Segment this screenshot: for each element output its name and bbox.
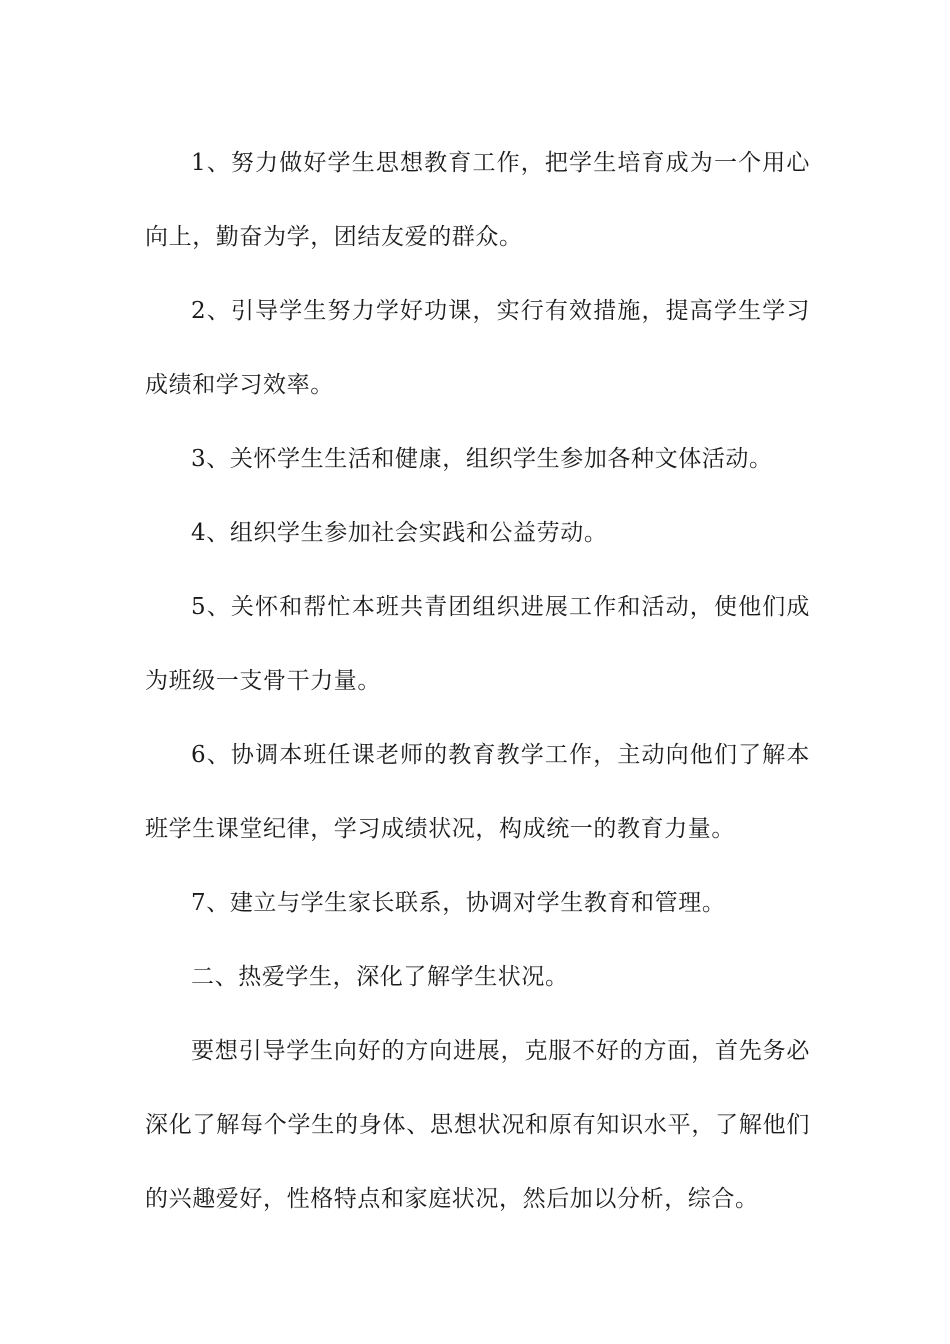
paragraph-duty-5: 5、关怀和帮忙本班共青团组织进展工作和活动，使他们成为班级一支骨干力量。 — [145, 594, 810, 694]
document-body — [145, 126, 810, 1236]
paragraph-section-2-body: 要想引导学生向好的方向进展，克服不好的方面，首先务必深化了解每个学生的身体、思想状况和原有知识水平，了解他们的兴趣爱好，性格特点和家庭状况，然后加以分析，综合。 — [145, 1038, 810, 1212]
paragraph-duty-1: 1、努力做好学生思想教育工作，把学生培育成为一个用心向上，勤奋为学，团结友爱的群众。 — [145, 150, 810, 250]
section-heading-2: 二、热爱学生，深化了解学生状况。 — [191, 964, 569, 990]
paragraph-duty-2: 2、引导学生努力学好功课，实行有效措施，提高学生学习成绩和学习效率。 — [145, 298, 810, 398]
paragraph-duty-6: 6、协调本班任课老师的教育教学工作，主动向他们了解本班学生课堂纪律，学习成绩状况，构成统一的教育力量。 — [145, 742, 810, 842]
paragraph-duty-3: 3、关怀学生生活和健康，组织学生参加各种文体活动。 — [191, 446, 773, 472]
paragraph-duty-4: 4、组织学生参加社会实践和公益劳动。 — [191, 520, 608, 546]
paragraph-duty-7: 7、建立与学生家长联系，协调对学生教育和管理。 — [191, 890, 726, 916]
